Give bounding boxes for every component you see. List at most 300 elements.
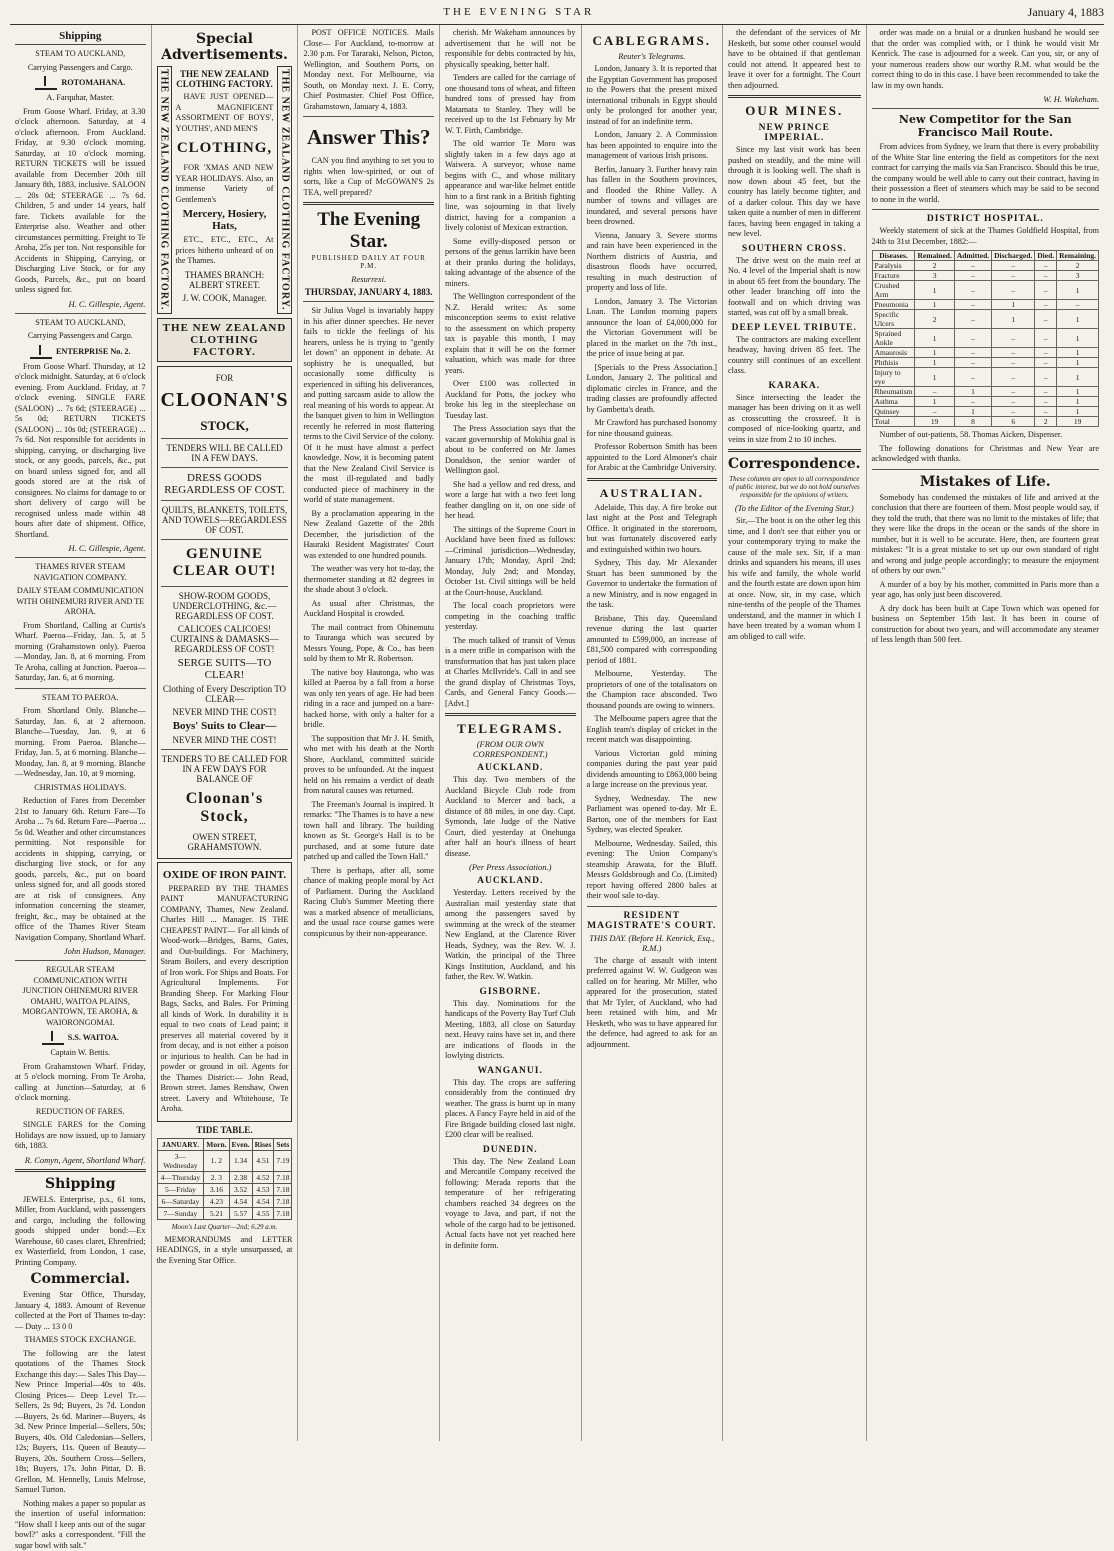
hospital-cell: – [954,368,991,387]
cloonan-line-3: QUILTS, BLANKETS, TOILETS, AND TOWELS—REGARDLESS OF COST. [161,505,289,535]
cloonan-address: OWEN STREET, GRAHAMSTOWN. [161,832,289,852]
exchange-body: The following are the latest quotations of the Thames Stock Exchange this day:— Sales This Day— New Prince Imperial—40s to 40s. Closing Prices— Deep Level Tr.—Sellers, 2s 9d; Buyers, 2s 7d. London—Buyers, 2s 6d. Mariner—Buyers, 4s 3d. New Prince Imperial—Sellers, 50s; Buyers, 40s. Old Caledonian—Sellers, 12s; Buyers, 11s. Queen of Beauty—Buyers, 20s. Southern Cross—Sellers, 18s; Buyers, 17s. John Pittar, D. B. Grellon, M. Hennelly, Louis Melrose, Samuel Turton. [15,1349,146,1496]
ad-body: From Shortland Only. Blanche—Saturday, Jan. 6, at 2 afternoon. Blanche—Tuesday, Jan. 9, at 6 morning. From Paeroa. Blanche—Friday, Jan. 5, at 6 morning. Blanche—Monday, Jan. 8, at 9 morning. Blanche—Wednesday, Jan. 10, at 9 morning. [15,706,146,780]
tide-row [157,1150,292,1171]
hospital-header-row [872,251,1098,261]
paper-motto: Resurrexi. [303,274,434,284]
hospital-cell: Injury to eye [872,368,915,387]
hospital-heading: DISTRICT HOSPITAL. [872,214,1099,224]
columns [10,25,1104,1441]
tide-cell: 7.18 [274,1195,292,1207]
hospital-cell: – [1035,348,1057,358]
ad-christmas [15,783,146,957]
hospital-cell: 1 [992,300,1035,310]
article-paragraph: A dry dock has been built at Cape Town which was opened for business on September 15th last. It has been in course of construction for about two years, and will accommodate any steamer of less length than 500 feet. [872,604,1099,646]
tide-cell: 4.53 [252,1183,274,1195]
tide-cell: 4.52 [252,1171,274,1183]
cable-paragraph: [Specials to the Press Association.] London, January 2. The political and diplomatic circles in France, and the trading classes are profoundly affected by Gambetta's death. [587,363,718,416]
cloonan-line-4: SHOW-ROOM GOODS, UNDERCLOTHING, &c.—REGARDLESS OF COST. [161,591,289,621]
hospital-cell: – [954,397,991,407]
hospital-cell: Specific Ulcers [872,310,915,329]
hospital-cell: – [992,387,1035,397]
divider [303,301,434,302]
exchange-title: THAMES STOCK EXCHANGE. [15,1335,146,1346]
hospital-cell: – [992,348,1035,358]
steamship-icon [42,1031,64,1045]
tide-header: JANUARY. [157,1138,204,1150]
masthead-title: THE EVENING STAR [443,6,594,18]
oxide-title: OXIDE OF IRON PAINT. [161,869,289,881]
hospital-gift: The following donations for Christmas and New Year are acknowledged with thanks. [872,444,1099,465]
ad-body: From Goose Wharf. Friday, at 3.30 o'clock afternoon. Saturday, at 4 o'clock afternoon. From Auckland. Friday, at 9.30 o'clock morning. Saturday, at 10 o'clock morning. RETURN TICKETS will be issued available from December 20th till January 8th, 1883, inclusive. SALOON ... 20s 0d; STEERAGE ... 7s 6d. Children, 5 and under 14 years, half fare. Tickets available for the Enterprise also. Weather and other circumstances permitting. Freight to Te Aroha, 25s per ton. Not responsible for Accidents in Shipping, Carrying, or Discharging Live Stock, or for any Goods, Parcels, &c., put on board unless signed for. [15,107,146,296]
cloonan-title: CLOONAN'S [161,389,289,412]
hospital-cell: 1 [1057,358,1099,368]
reuter-sub: Reuter's Telegrams. [587,51,718,61]
divider [161,539,289,540]
article-paragraph: She had a yellow and red dress, and wore a large hat with a two feet long feather dangling on it, on one side of her head. [445,480,576,522]
cloonan-line-6: SERGE SUITS—TO CLEAR! [161,657,289,681]
place-gisborne: GISBORNE. [445,987,576,997]
ad-title: REGULAR STEAM COMMUNICATION WITH JUNCTION OHINEMURI RIVER OMAHU, WAITOA PLAINS, MORGANTOWN, TE AROHA, & WAIORONGOMAI. [15,965,146,1028]
telegram-body: This day. The New Zealand Loan and Mercantile Company received the following: Merada reports that the temperature of her refrigerating chambers reached 34 degrees on the voyage to Java, and part, if not the whole of the cargo had to be jettisoned. Actual facts have not yet reached here in definite form. [445,1157,576,1252]
article-paragraph: There is perhaps, after all, some chance of making people moral by Act of Parliament. During the Auckland Racing Club's Summer Meeting there was a marked absence of metallicians, and the usual race course games were conspicuous by their non-appearance. [303,866,434,940]
hospital-cell: Fracture [872,271,915,281]
tide-cell: 7.18 [274,1207,292,1219]
ad-signature: H. C. Gillespie, Agent. [15,543,146,553]
tide-header: Rises [252,1138,274,1150]
hospital-cell: – [1035,300,1057,310]
tide-row [157,1183,292,1195]
factory-content [176,66,274,314]
article-paragraph: The local coach proprietors were competing in the coaching traffic yesterday. [445,601,576,633]
ad-subtitle: Carrying Passengers and Cargo. [15,331,146,342]
ad-body: From Goose Wharf. Thursday, at 12 o'clock midnight. Saturday, at 6 o'clock evening. From Auckland. Friday, at 7 o'clock evening. SINGLE FARE (SALOON) ... 7s 6d; (STEERAGE) ... 5s 0d; RETURN TICKETS (SALOON) ... 10s 0d; (STEERAGE) ... 7s 6d. Not responsible for accidents in shipping, carrying, or discharging live stock, or any goods, parcels, &c., put on board unless signed for, and all goods stored are at the risk of consignees. No claims for damage to or short delivery of cargo will be recognised unless made within 48 hours after date of shipment. Office, Shortland. [15,362,146,541]
mine-body: The drive west on the main reef at No. 4 level of the Imperial shaft is now in about 65 feet from the boundary. The other leader branching off into the footwall and on which driving was started, was cut off by a small break. [728,256,861,319]
telegrams-heading: TELEGRAMS. [445,721,576,737]
ad-body: Reduction of Fares from December 21st to January 6th. Return Fare—To Aroha ... 7s 6d. Return Fare—Paeroa ... 5s 0d. Weather and other circumstances permitting. Not responsible for accidents in shipping, carrying, or discharging live stock, or for any goods, parcels, &c., put on board unless signed for, and all goods stored are at risk of consignees. Any information concerning the steamer, freight, &c., may be obtained at the office of the Thames River Steam Navigation Company, Shortland Wharf. [15,796,146,943]
tide-note: Moon's Last Quarter—2nd; 6.29 a.m. [157,1223,293,1231]
hospital-intro: Weekly statement of sick at the Thames Goldfield Hospital, from 24th to 31st December, 1882:— [872,226,1099,247]
competitor-heading: New Competitor for the San Francisco Mail Route. [872,113,1099,139]
divider [161,500,289,501]
tide-header-row [157,1138,292,1150]
article-paragraph: Tenders are called for the carriage of one thousand tons of wheat, and fifteen hundred tons of pressed hay from Matamata to Stanley. They will be received up to the 1st February by Mr W. T. Firth, Cambridge. [445,73,576,136]
tide-cell: 7.18 [274,1183,292,1195]
place-dunedin: DUNEDIN. [445,1145,576,1155]
ad-title: REDUCTION OF FARES. [15,1107,146,1118]
factory-side-label-right: THE NEW ZEALAND CLOTHING FACTORY. [277,66,292,314]
ad-master: A. Farquhar, Master. [15,93,146,104]
hospital-cell: – [1035,387,1057,397]
telegram-body: This day. Two members of the Auckland Bicycle Club rode from Auckland to Mercer and back, a distance of 88 miles, in one day. Capt. Symonds, late Judge of the Native Court, died yesterday at Onehunga after half an hour's illness of heart disease. [445,775,576,859]
hospital-header: Died. [1035,251,1057,261]
hospital-cell: 19 [1057,417,1099,427]
cable-paragraph: London, January 3. The Victorian Loan. The London morning papers announce the loan of £4,000,000 for the Victorian Government will be placed in the market on the 7th inst., the price of issue being at par. [587,297,718,360]
hospital-total-row [872,417,1098,427]
masthead [10,0,1104,25]
divider [587,906,718,907]
oxide-paint-ad [157,862,293,1122]
hospital-row [872,300,1098,310]
court-heading: RESIDENT MAGISTRATE'S COURT. [587,911,718,931]
divider [161,586,289,587]
article-paragraph: A murder of a boy by his mother, committed in Paris more than a year ago, has only just been discovered. [872,580,1099,601]
hospital-cell: – [992,329,1035,348]
hospital-cell: 8 [954,417,991,427]
hospital-cell: – [992,368,1035,387]
hospital-row [872,397,1098,407]
ad-enterprise [15,318,146,554]
steamship-icon [35,76,57,90]
court-sub: THIS DAY. (Before H. Kenrick, Esq., R.M.) [587,933,718,953]
cable-paragraph: Berlin, January 3. Further heavy rain has fallen in the Southern provinces, and flooded the Rhine Valley. A number of towns and villages are inundated, and several persons have been drowned. [587,165,718,228]
hospital-cell: Asthma [872,397,915,407]
column-1 [10,25,152,1441]
ad-master: Captain W. Bettis. [15,1048,146,1059]
cloonan-genuine: GENUINE CLEAR OUT! [161,546,289,580]
tide-cell: 3.52 [229,1183,252,1195]
hospital-cell: 1 [915,300,954,310]
hospital-cell: – [954,271,991,281]
tide-cell: 3.16 [204,1183,229,1195]
australian-paragraph: Sydney, This day. Mr Alexander Stuart has been summoned by the Governor to undertake the formation of a new Ministry, and is now engaged in the task. [587,558,718,611]
hospital-header: Remaining. [1057,251,1099,261]
article-paragraph: The sittings of the Supreme Court in Auckland have been fixed as follows:—Criminal jurisdiction—Wednesday, January 17th; Monday, April 2nd; Monday, July 2nd; and Monday, October 1st. Civil sittings will be held at the Court-house, Auckland. [445,525,576,599]
cloonan-line-10: NEVER MIND THE COST! [161,735,289,745]
tide-row [157,1195,292,1207]
hospital-cell: 1 [1057,310,1099,329]
divider [15,960,146,961]
cloonan-line-7: Clothing of Every Description TO CLEAR— [161,684,289,704]
hospital-cell: – [992,397,1035,407]
hospital-cell: – [954,329,991,348]
australian-paragraph: Various Victorian gold mining companies during the past year paid dividends amounting to £863,000 being a large increase on the previous year. [587,749,718,791]
hospital-header: Diseases. [872,251,915,261]
hospital-cell: 3 [1057,271,1099,281]
article-paragraph: The Press Association says that the vacant governorship of Mokihia goal is about to be conferred on Mr James Donaldson, the senior warder of Wellington gaol. [445,424,576,477]
factory-body-2: FOR 'XMAS AND NEW YEAR HOLIDAYS. Also, an immense Variety of Gentlemen's [176,163,274,205]
hospital-row [872,271,1098,281]
ad-waitoa [15,965,146,1104]
cable-paragraph: Professor Robertson Smith has been appointed to the Lord Almoner's chair for Arabic at the Cambridge University. [587,442,718,474]
paper-title: The Evening Star. [303,209,434,253]
hospital-cell: 1 [915,329,954,348]
tide-cell: 2. 3 [204,1171,229,1183]
competitor-body: From advices from Sydney, we learn that there is every probability of the White Star line entering the field as competitors for the next contract for carrying the mails via San Francisco. Should this be true, the company would be well able to carry out their contract, having in their possession a fleet of steamers which may be said to be second to none in the world. [872,142,1099,205]
shipping-heading-2: Shipping [15,1176,146,1192]
post-office-notice: POST OFFICE NOTICES. Mails Close— For Auckland, to-morrow at 2.30 p.m. For Tararaki, Nelson, Picton, Wellington, and Southern Ports, on Monday next. For Melbourne, via South, on Monday next. J. E. Corry, Chief Postmaster. Chief Post Office, Grahamstown, January 4, 1883. [303,28,434,112]
hospital-body [872,261,1098,427]
australian-paragraph: Melbourne, Yesterday. The proprietors of one of the totalisators on the Champion race absconded. Two thousand pounds are owing to winners. [587,669,718,711]
hospital-cell: – [992,261,1035,271]
tide-cell: 4.51 [252,1150,274,1171]
tide-title: TIDE TABLE. [157,1125,293,1135]
divider [445,713,576,716]
hospital-cell: 2 [1057,261,1099,271]
hospital-row [872,368,1098,387]
mistakes-body: Somebody has condensed the mistakes of life and arrived at the conclusion that there are fourteen of them. Most people would say, if they told the truth, that there was no limit to the mistakes of life; that they were like the drops in the ocean or the sands of the shore in number, but it is well to be accurate. Here, then, are fourteen great mistakes: "It is a great mistake to set up our own standard of right and wrong and judge people accordingly; to measure the enjoyment of others by our own." [872,493,1099,577]
hospital-cell: 2 [915,310,954,329]
ad-body: From Shortland, Calling at Curtis's Wharf. Paeroa—Friday, Jan. 5, at 5 morning (Grahamstown only). Paeroa—Monday, Jan. 8, at 6 morning. From Te Aroha, calling at Junction. Paeroa—Saturday, Jan. 6, at 6 morning. [15,621,146,684]
tide-cell: 4.23 [204,1195,229,1207]
divider [872,108,1099,109]
ad-ship: ENTERPRISE No. 2. [15,345,146,359]
hospital-cell: – [954,281,991,300]
hospital-header: Discharged. [992,251,1035,261]
tide-cell: 1. 2 [204,1150,229,1171]
hospital-cell: Crushed Arm [872,281,915,300]
ad-body: SINGLE FARES for the Coming Holidays are now issued, up to January 6th, 1883. [15,1120,146,1152]
hospital-cell: – [992,358,1035,368]
hospital-cell: 1 [1057,348,1099,358]
ad-rotomahana [15,49,146,309]
cloonan-line-2: DRESS GOODS REGARDLESS OF COST. [161,472,289,496]
tide-header: Morn. [204,1138,229,1150]
hospital-cell: – [954,300,991,310]
mistakes-heading: Mistakes of Life. [872,474,1099,490]
hospital-note: Number of out-patients, 58. Thomas Aicken, Dispenser. [872,430,1099,441]
correspondence-to: (To the Editor of the Evening Star.) [728,503,861,513]
hospital-cell: – [954,310,991,329]
column-4 [440,25,582,1441]
hospital-cell: 1 [954,387,991,397]
telegram-body: Yesterday. Letters received by the Australian mail yesterday state that among the passengers saved by swimming at the wreck of the steamer New England, at the Clarence River Heads, Sydney, was the Rev. W. J. Watkin, the principal of the Three Kings Institution, Auckland, and his father, the Rev. W. Watkin. [445,888,576,983]
divider [161,749,289,750]
hospital-cell: 6 [992,417,1035,427]
oxide-body: PREPARED BY THE THAMES PAINT MANUFACTURING COMPANY, Thames, New Zealand. Charles Hill ... Manager. IS THE CHEAPEST PAINT— For all kinds of Wood-work—Bridges, Barns, Gates, and Out-buildings. For Machinery, Steam Boilers, and every description of Iron work. For Ships and Boats. For Agricultural Implements. For Branding Sheep. For Marking Flour Bags, Sacks, and Bales. For Priming all kinds of Work. In durability it is equal to two coats of Lead paint; it preserves all material covered by it from decay, and is not either a poison or injurious to health. Can be had in powder or ground in oil. Agents for the Thames District:— John Read, Brown street. James Renshaw, Owen street. Lavery and Whitehouse, Te Aroha. [161,884,289,1115]
hospital-cell: Pneumonia [872,300,915,310]
mine-deep: DEEP LEVEL TRIBUTE. [728,323,861,333]
tide-cell: 3—Wednesday [157,1150,204,1171]
mine-body: Since intersecting the leader the manager has been driving on it as well as crosscutting the crossreef. It is composed of nice-looking quartz, and veins in size from 2 to 10 inches. [728,393,861,446]
hospital-cell: – [992,281,1035,300]
jewels-notice: JEWELS. Enterprise, p.s., 61 tons, Miller, from Auckland, with passengers and cargo, including the following goods shipped under bond:—Ex Warehouse, 60 cases claret, Ehrenfried; ex Wasterfield, from London, 1 case, Printing Company. [15,1195,146,1269]
hospital-row [872,310,1098,329]
memo-ad: MEMORANDUMS and LETTER HEADINGS, in a style unsurpassed, at the Evening Star Office. [157,1235,293,1267]
hospital-cell: – [954,358,991,368]
column-6 [723,25,867,1441]
hospital-row [872,281,1098,300]
hospital-cell: 2 [915,261,954,271]
hospital-header: Remained. [915,251,954,261]
correspondence-heading: Correspondence. [728,456,861,472]
article-paragraph: The supposition that Mr J. H. Smith, who met with his death at the North Shore, Auckland, committed suicide proves to be unfounded. At the inquest held on his remains a verdict of death from natural causes was returned. [303,734,434,797]
ad-title: STEAM TO PAEROA. [15,693,146,704]
hospital-cell: – [1035,281,1057,300]
cable-paragraph: Vienna, January 3. Severe storms and rain have been experienced in the Northern districts of Austria, and disastrous floods have occurred, resulting in much destruction of property and loss of life. [587,231,718,294]
correspondence-note: These columns are open to all correspondence of public interest, but we do not hold ourselves responsible for the opinions of writers. [728,475,861,499]
court-body: The charge of assault with intent preferred against W. W. Gudgeon was called on for hearing. Mr Miller, who appeared for the prosecution, stated that Mr Tyler, of Auckland, who had been retained with him, and Mr Hesketh, who was to have appeared for the defence, had agreed to ask for an adjournment. [587,956,718,1051]
hospital-cell: Rheumatism [872,387,915,397]
hospital-cell: – [915,407,954,417]
cloonan-line-1: TENDERS WILL BE CALLED IN A FEW DAYS. [161,443,289,463]
hospital-row [872,358,1098,368]
mine-prince: NEW PRINCE IMPERIAL. [728,123,861,143]
cable-paragraph: London, January 2. A Commission has been appointed to enquire into the management of various Irish prisons. [587,130,718,162]
cable-paragraph: London, January 3. It is reported that the Egyptian Government has proposed to the Powers that the present mixed international tribunals in Egypt should only be prolonged for another year, instead of for an indefinite term. [587,64,718,127]
article-paragraph: The Freeman's Journal is inspired. It remarks: "The Thames is to have a new town hall and library. The building known as St. George's Hall is to be purchased, and at some future date patched up and called the Town Hall." [303,800,434,863]
column-7 [867,25,1104,1441]
article-paragraph: The much talked of transit of Venus is a mere trifle in comparison with the transformation that has just taken place at Charles McIlvride's. Call in and see the grand display of Christmas Toys, Cards, and General Fancy Goods.—[Advt.] [445,636,576,710]
ad-signature: H. C. Gillespie, Agent. [15,299,146,309]
hospital-cell: 1 [954,407,991,417]
cloonan-line-11: TENDERS TO BE CALLED FOR IN A FEW DAYS FOR BALANCE OF [161,754,289,784]
dateline: THURSDAY, JANUARY 4, 1883. [303,287,434,297]
factory-bottom-banner: THE NEW ZEALAND CLOTHING FACTORY. [157,318,293,362]
clothing-factory-ad [157,66,293,314]
hospital-table [872,250,1099,427]
hospital-cell: 1 [915,348,954,358]
divider [161,438,289,439]
telegrams-sub: (FROM OUR OWN CORRESPONDENT.) [445,739,576,759]
divider [728,449,861,452]
tide-header: Even. [229,1138,252,1150]
hospital-cell: – [1035,271,1057,281]
tide-table [157,1125,293,1231]
answer-this-heading: Answer This? [303,125,434,150]
ad-title: THAMES RIVER STEAM NAVIGATION COMPANY. [15,562,146,583]
column-3 [298,25,440,1441]
ad-thames-river [15,562,146,684]
factory-manager: J. W. COOK, Manager. [176,293,274,303]
cloonan-ad [157,366,293,859]
cloonan-for: FOR [161,373,289,383]
tide-cell: 5.21 [204,1207,229,1219]
article-paragraph: The Wellington correspondent of the N.Z. Herald writes: As some misconception seems to exist relative to the assessment on which property tax is payable this month, I may explain that it will be on the former valuation, which was made for three years. [445,292,576,376]
ad-reduction [15,1107,146,1165]
tide-cell: 4.54 [229,1195,252,1207]
hospital-row [872,261,1098,271]
column-2 [152,25,299,1441]
tide-cell: 7.19 [274,1150,292,1171]
cloonan-line-8: NEVER MIND THE COST! [161,707,289,717]
australian-paragraph: Melbourne, Wednesday. Sailed, this evening: The Union Company's steamship Arawata, for the Bluff. Messrs Goldsbrough and Co. (Limited) report having offered 2800 bales at their wool sale to-day. [587,839,718,902]
hospital-cell: – [1035,329,1057,348]
ad-title: CHRISTMAS HOLIDAYS. [15,783,146,794]
ad-paeroa [15,693,146,780]
australian-paragraph: Brisbane, This day. Queensland revenue during the last quarter amounted to £599,000, an increase of £81,500 compared with corresponding period of 1881. [587,614,718,667]
factory-body-3: ETC., ETC., ETC., At prices hitherto unheard of on the Thames. [176,235,274,267]
masthead-date: January 4, 1883 [1028,5,1104,20]
cloonan-stock-2: Cloonan's Stock, [161,790,289,826]
hospital-row [872,348,1098,358]
divider [15,1169,146,1172]
hospital-cell: 1 [1057,397,1099,407]
tide-cell: 1.34 [229,1150,252,1171]
hospital-cell: Phthisis [872,358,915,368]
hospital-header: Admitted. [954,251,991,261]
divider [303,116,434,117]
cloonan-line-5: CALICOES CALICOES! CURTAINS & DAMASKS—REGARDLESS OF COST! [161,624,289,654]
article-paragraph: Some evilly-disposed person or persons of the genus larrikin have been at their pranks during the holidays, taking advantage of the absence of the miners. [445,237,576,290]
hospital-cell: – [1035,261,1057,271]
commercial-body: Evening Star Office, Thursday, January 4, 1883. Amount of Revenue collected at the Port of Thames to-day:— Duty ... 13 0 0 [15,1290,146,1332]
ad-subtitle: Carrying Passengers and Cargo. [15,63,146,74]
tide-cell: 4.55 [252,1207,274,1219]
tide-row [157,1207,292,1219]
place-wanganui: WANGANUI. [445,1066,576,1076]
hospital-cell: – [1035,407,1057,417]
hospital-cell: Total [872,417,915,427]
ad-title: STEAM TO AUCKLAND, [15,318,146,329]
mine-body: Since my last visit work has been pushed on steadily, and the mine will through it is looking well. The shaft is now down about 45 feet, but the country has lately become tighter, and of a darker colour. This day we have taken quite a number of men in different faces, having been engaged in taking a new level. [728,145,861,240]
factory-branch: THAMES BRANCH: ALBERT STREET. [176,270,274,290]
divider [872,209,1099,210]
paper-subtitle: PUBLISHED DAILY AT FOUR P.M. [303,254,434,270]
ad-ship: ROTOMAHANA. [15,76,146,90]
factory-top: THE NEW ZEALAND CLOTHING FACTORY. [176,69,274,89]
article-paragraph: Over £100 was collected in Auckland for Potts, the jockey who broke his leg in the steeplechase on Tuesday last. [445,379,576,421]
tide-cell: 4.54 [252,1195,274,1207]
article-paragraph: cherish. Mr Wakeham announces by advertisement that he will not be responsible for debts contracted by his, physically speaking, better half. [445,28,576,70]
steamship-icon [30,345,52,359]
hospital-cell: – [1035,397,1057,407]
tide-cell: 4—Thursday [157,1171,204,1183]
hospital-row [872,387,1098,397]
telegram-body: This day. Nominations for the handicaps of the Poverty Bay Turf Club Meeting, 1883, all close on Saturday next. Heavy rains have set in, and there are indications of floods in the lowlying districts. [445,999,576,1062]
hospital-cell: Quinsey [872,407,915,417]
divider [587,478,718,481]
hospital-cell: 1 [1057,368,1099,387]
mines-heading: OUR MINES. [728,103,861,119]
ad-signature: R. Comyn, Agent, Shortland Wharf. [15,1155,146,1165]
factory-mercery: Mercery, Hosiery, Hats, [176,208,274,232]
divider [161,467,289,468]
special-ads-heading: Special Advertisements. [157,31,293,63]
australian-paragraph: Adelaide, This day. A fire broke out last night at the Post and Telegraph Office. It originated in the storeroom, but was fortunately discovered early and extinguished within two hours. [587,503,718,556]
divider [15,688,146,689]
hospital-cell: 1 [1057,329,1099,348]
hospital-cell: 1 [1057,407,1099,417]
mine-body: The contractors are making excellent headway, having driven 85 feet. The country still continues of an excellent class. [728,335,861,377]
australian-paragraph: The Melbourne papers agree that the English team's display of cricket in the recent match was disappointing. [587,714,718,746]
hospital-cell: – [915,387,954,397]
ad-lead: DAILY STEAM COMMUNICATION WITH OHINEMURI RIVER AND TE AROHA. [15,586,146,618]
article-paragraph: The mail contract from Ohinemutu to Tauranga which was secured by Messrs Young, Pope, & Co., has been sold by them to Mr R. Robertson. [303,623,434,665]
letter-signature: W. H. Wakeham. [872,94,1099,104]
cloonan-stock: STOCK, [161,418,289,434]
tide-cell: 6—Saturday [157,1195,204,1207]
place-auckland: AUCKLAND. [445,763,576,773]
tide-body [157,1150,292,1219]
cloonan-line-9: Boys' Suits to Clear— [161,720,289,732]
hospital-cell: 19 [915,417,954,427]
hospital-cell: – [1035,358,1057,368]
article-paragraph: The old warrior Te Moro was slightly taken in a few days ago at Waiwera. A surveyor, whose name begins with C., and whose military appearance and war-like helmet entitle him to a first rank in a British fighting line, was sojourning in that lively district, having for a companion a lively colonist of Mexican extraction. [445,139,576,234]
hospital-row [872,329,1098,348]
press-association: (Per Press Association.) [445,862,576,872]
ad-signature: John Hudson, Manager. [15,946,146,956]
tide-row [157,1171,292,1183]
divider [303,202,434,205]
cablegrams-heading: CABLEGRAMS. [587,33,718,49]
tide-cell: 2.38 [229,1171,252,1183]
divider [872,469,1099,470]
commercial-heading: Commercial. [15,1271,146,1287]
mine-southern: SOUTHERN CROSS. [728,244,861,254]
article-paragraph: By a proclamation appearing in the New Zealand Gazette of the 28th December, the jurisdiction of the Hauraki Resident Magistrates' Court was extended to one hundred pounds. [303,509,434,562]
ad-ship: S.S. WAITOA. [15,1031,146,1045]
tide-grid [157,1138,293,1220]
hospital-cell: – [954,261,991,271]
divider [15,557,146,558]
hospital-row [872,407,1098,417]
article-paragraph: The weather was very hot to-day, the thermometer standing at 82 degrees in the shade about 3 o'clock. [303,564,434,596]
tide-cell: 5.57 [229,1207,252,1219]
hospital-cell: – [1035,368,1057,387]
hospital-cell: 1 [915,358,954,368]
answer-this-body: CAN you find anything to set you to rights when low-spirited, or out of sorts, like a Cup of McGOWAN'S 2s TEA, well prepared? [303,156,434,198]
